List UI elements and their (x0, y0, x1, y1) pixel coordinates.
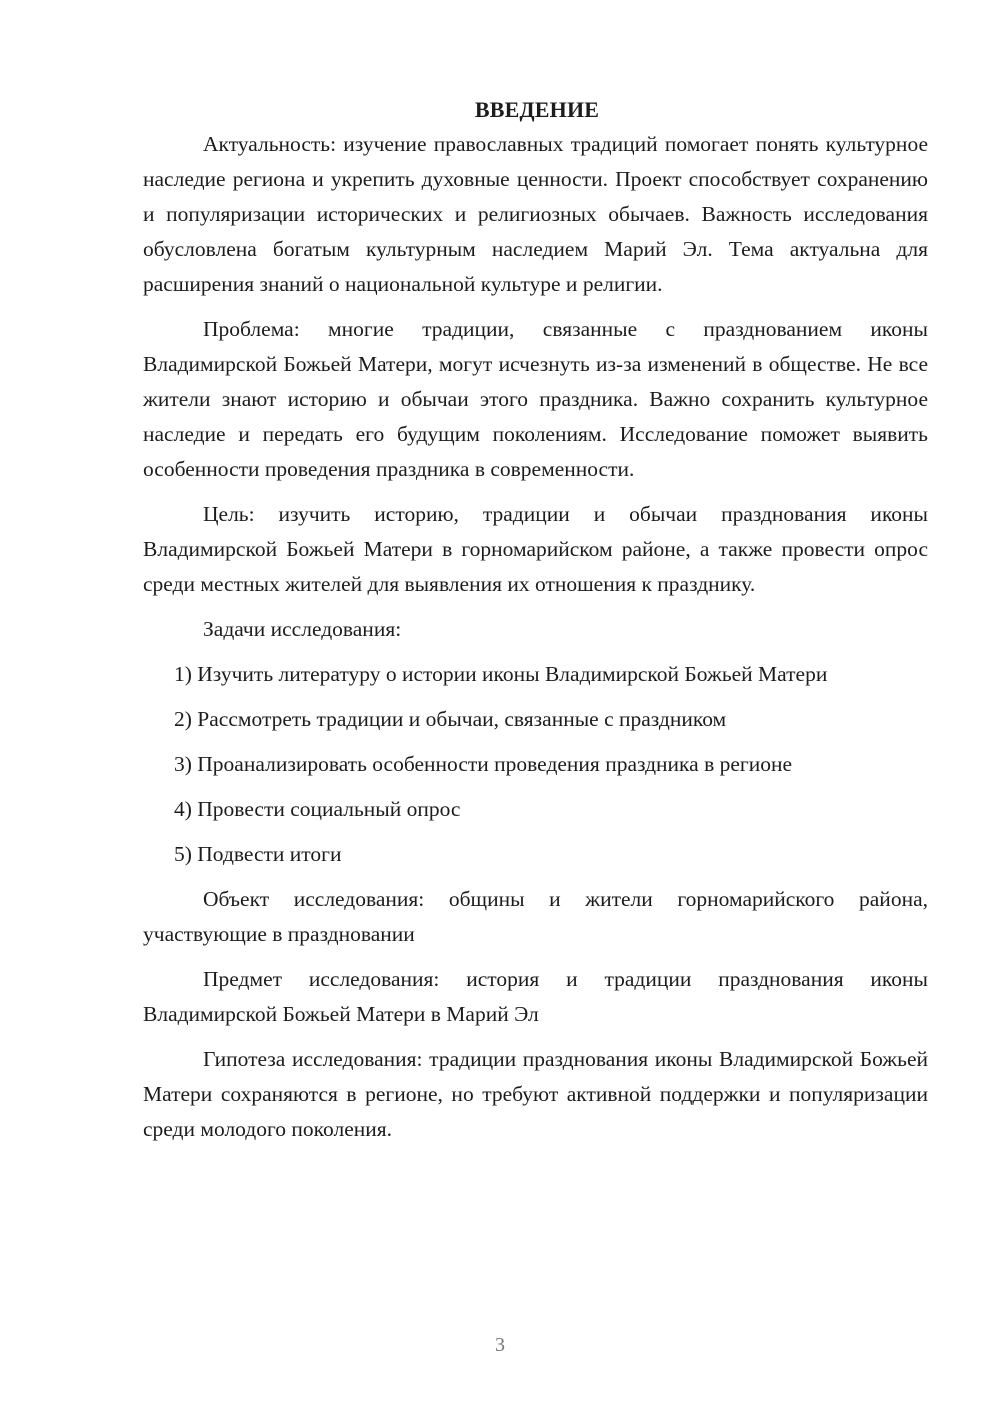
tasks-heading: Задачи исследования: (203, 617, 402, 641)
document-page (143, 92, 928, 1157)
list-item: 3) Проанализировать особенности проведения праздника в регионе (174, 752, 793, 776)
list-item: 5) Подвести итоги (174, 842, 342, 866)
subject-paragraph: Предмет исследования: история и традиции празднования иконы Владимирской Божьей Матери в Марий Эл (143, 967, 928, 1026)
list-item: 2) Рассмотреть традиции и обычаи, связанные с праздником (174, 707, 727, 731)
list-item: 1) Изучить литературу о истории иконы Владимирской Божьей Матери (174, 662, 828, 686)
object-paragraph: Объект исследования: общины и жители горномарийского района, участвующие в праздновании (143, 887, 928, 946)
hypothesis-paragraph: Гипотеза исследования: традиции празднования иконы Владимирской Божьей Матери сохраняются в регионе, но требуют активной поддержки и популяризации среди молодого поколения. (143, 1047, 928, 1141)
page-number: 3 (495, 1334, 505, 1356)
goal-paragraph: Цель: изучить историю, традиции и обычаи празднования иконы Владимирской Божьей Матери в горномарийском районе, а также провести опрос среди местных жителей для выявления их отношения к празднику. (143, 502, 928, 596)
page-title: ВВЕДЕНИЕ (474, 97, 600, 122)
tasks-list (143, 657, 928, 872)
problem-paragraph: Проблема: многие традиции, связанные с празднованием иконы Владимирской Божьей Матери, могут исчезнуть из-за изменений в обществе. Не все жители знают историю и обычаи этого праздника. Важно сохранить культурное наследие и передать его будущим поколениям. Исследование поможет выявить особенности проведения праздника в современности. (143, 317, 928, 481)
relevance-paragraph: Актуальность: изучение православных традиций помогает понять культурное наследие региона и укрепить духовные ценности. Проект способствует сохранению и популяризации исторических и религиозных обычаев. Важность исследования обусловлена богатым культурным наследием Марий Эл. Тема актуальна для расширения знаний о национальной культуре и религии. (143, 132, 928, 296)
list-item: 4) Провести социальный опрос (174, 797, 461, 821)
